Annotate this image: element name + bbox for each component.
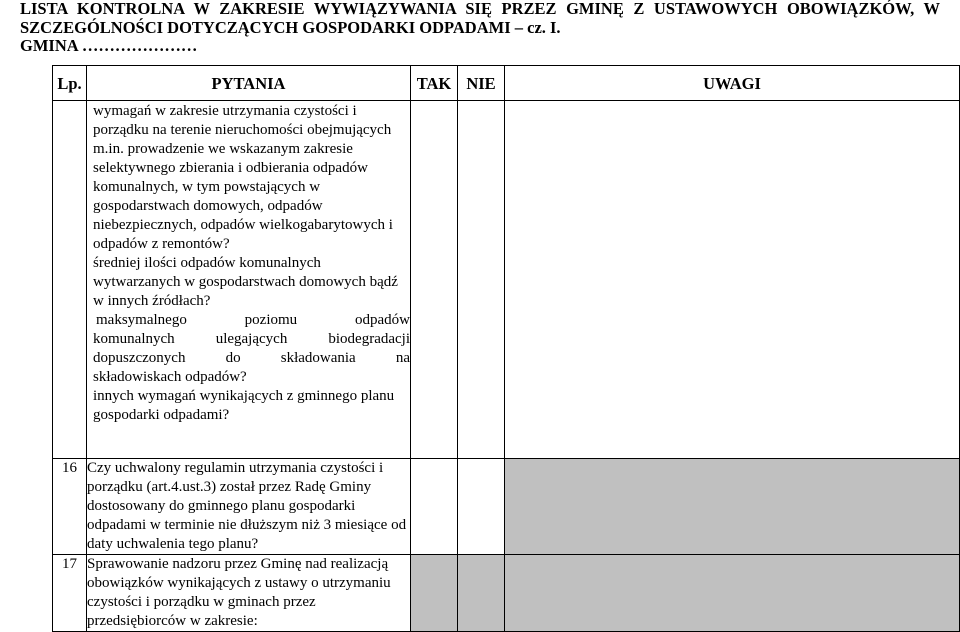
max-level-line-1: maksymalnego poziomu odpadów (96, 312, 410, 328)
nie-cell[interactable] (458, 459, 505, 555)
table-row (53, 459, 960, 555)
table-row (53, 555, 960, 632)
row-lp-cell: 16 (53, 459, 87, 555)
uwagi-cell[interactable] (505, 101, 960, 459)
checklist-table (52, 65, 960, 632)
question-cell (87, 101, 411, 459)
sub-item-max-level (87, 311, 410, 387)
question-cell: Sprawowanie nadzoru przez Gminę nad realizacją obowiązków wynikających z ustawy o utrzymaniu czystości i porządku w gminach przez przedsiębiorców w zakresie: (87, 555, 411, 632)
header-uwagi: UWAGI (505, 66, 960, 101)
nie-cell-shaded (458, 555, 505, 632)
title-line-2: SZCZEGÓLNOŚCI DOTYCZĄCYCH GOSPODARKI ODPADAMI – cz. I. (20, 17, 561, 37)
sub-item-average-amount: średniej ilości odpadów komunalnych wytwarzanych w gospodarstwach domowych bądź w innych źródłach? (93, 255, 398, 309)
header-pytania: PYTANIA (87, 66, 411, 101)
max-level-line-3: dopuszczonych do składowania na (93, 350, 410, 366)
title-line-3: GMINA ………………… (20, 36, 198, 55)
tak-cell-shaded (411, 555, 458, 632)
table-row (53, 101, 960, 459)
question-cell: Czy uchwalony regulamin utrzymania czystości i porządku (art.4.ust.3) został przez Radę Gminy dostosowany do gminnego planu gospodarki odpadami w terminie nie dłuższym niż 3 miesiące od daty uchwalenia tego planu? (87, 459, 411, 555)
tak-cell[interactable] (411, 459, 458, 555)
row-lp-cell: 17 (53, 555, 87, 632)
uwagi-cell-shaded (505, 459, 960, 555)
document-title (20, 0, 940, 56)
row-lp-cell (53, 101, 87, 459)
max-level-line-2: komunalnych ulegających biodegradacji (93, 331, 410, 347)
nie-cell[interactable] (458, 101, 505, 459)
header-tak: TAK (411, 66, 458, 101)
tak-cell[interactable] (411, 101, 458, 459)
title-line-1: LISTA KONTROLNA W ZAKRESIE WYWIĄZYWANIA SIĘ PRZEZ GMINĘ Z USTAWOWYCH OBOWIĄZKÓW, W (20, 0, 940, 18)
uwagi-cell-shaded (505, 555, 960, 632)
header-lp: Lp. (53, 66, 87, 101)
max-level-line-4: składowiskach odpadów? (93, 369, 247, 385)
header-nie: NIE (458, 66, 505, 101)
sub-item-requirements: wymagań w zakresie utrzymania czystości i porządku na terenie nieruchomości obejmujących m.in. prowadzenie we wskazanym zakresie selektywnego zbierania i odbierania odpadów komunalnych, w tym powstających w gospodarstwach domowych, odpadów niebezpiecznych, odpadów wielkogabarytowych i odpadów z remontów? (93, 103, 393, 252)
table-header-row (53, 66, 960, 101)
sub-item-other-requirements: innych wymagań wynikających z gminnego planu gospodarki odpadami? (93, 388, 395, 423)
